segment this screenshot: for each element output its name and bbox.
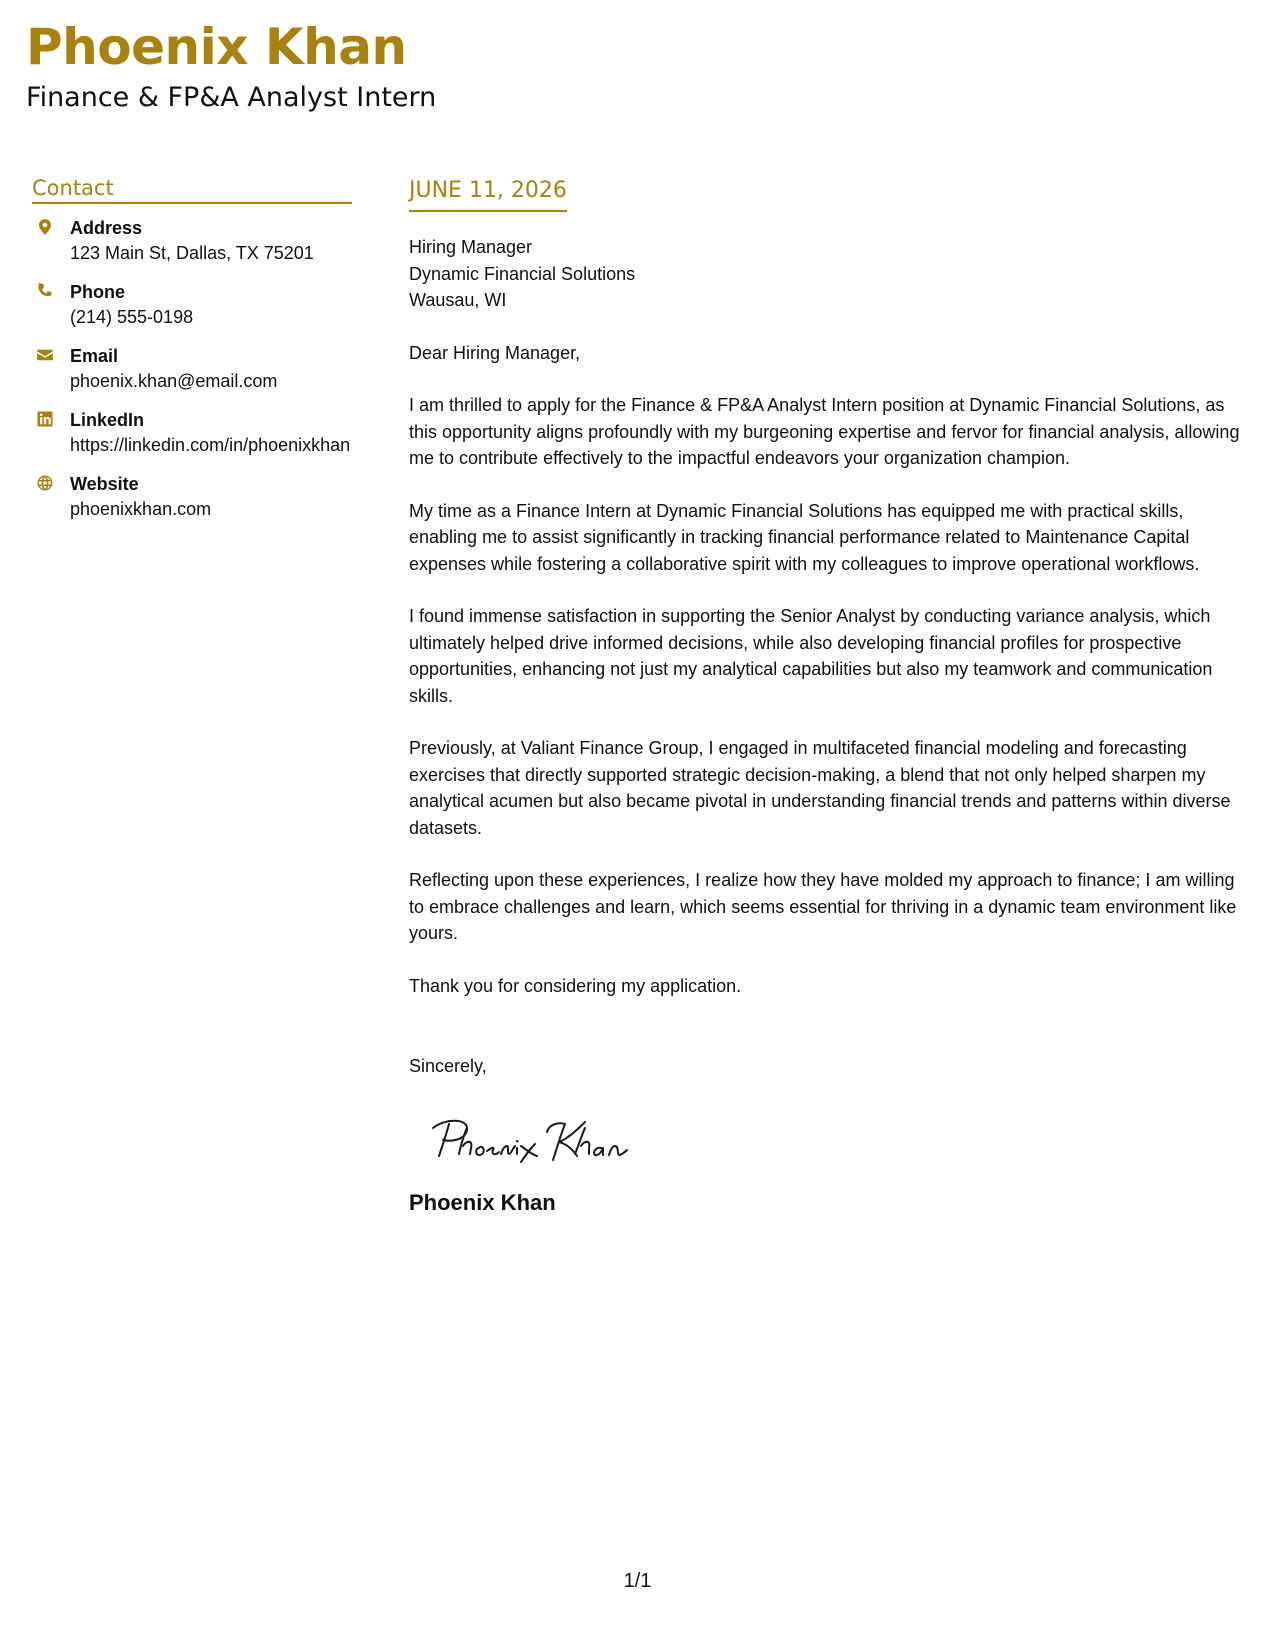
recipient-block	[409, 234, 1249, 314]
contact-value-address: 123 Main St, Dallas, TX 75201	[70, 243, 314, 263]
contact-item-address	[32, 216, 352, 266]
contact-label-address: Address	[70, 218, 143, 238]
job-title: Finance & FP&A Analyst Intern	[26, 82, 437, 113]
recipient-company: Dynamic Financial Solutions	[409, 263, 636, 284]
contact-sidebar	[32, 176, 352, 536]
linkedin-icon	[34, 408, 56, 430]
phone-icon	[34, 280, 56, 302]
recipient-location: Wausau, WI	[409, 290, 507, 311]
body-paragraph: Reflecting upon these experiences, I realize how they have molded my approach to finance; I am willing to embrace challenges and learn, which seems essential for thriving in a dynamic team environment like yours.	[409, 870, 1237, 944]
candidate-name: Phoenix Khan	[26, 18, 407, 76]
closing: Sincerely,	[409, 1056, 487, 1077]
contact-label-phone: Phone	[70, 282, 126, 302]
contact-value-linkedin[interactable]: https://linkedin.com/in/phoenixkhan	[70, 435, 351, 455]
contact-value-phone: (214) 555-0198	[70, 307, 194, 327]
contact-label-email: Email	[70, 346, 119, 366]
contact-item-website	[32, 472, 352, 522]
contact-value-email[interactable]: phoenix.khan@email.com	[70, 371, 278, 391]
recipient-name: Hiring Manager	[409, 237, 533, 258]
map-pin-icon	[34, 216, 56, 238]
contact-label-linkedin: LinkedIn	[70, 410, 145, 430]
body-paragraph: My time as a Finance Intern at Dynamic Financial Solutions has equipped me with practical skills, enabling me to assist significantly in tracking financial performance related to Maintenance Capital expenses while fostering a collaborative spirit with my colleagues to improve operational workflows.	[409, 500, 1200, 574]
body-paragraph: I am thrilled to apply for the Finance & FP&A Analyst Intern position at Dynamic Financial Solutions, as this opportunity aligns profoundly with my burgeoning expertise and fervor for financial analysis, allowing me to contribute effectively to the impactful endeavors your organization champion.	[409, 395, 1240, 469]
globe-icon	[34, 472, 56, 494]
cover-letter	[409, 178, 1249, 1216]
page-number: 1/1	[623, 1570, 652, 1592]
handwritten-signature	[425, 1110, 665, 1170]
contact-label-website: Website	[70, 474, 139, 494]
body-paragraph: Thank you for considering my application.	[409, 975, 742, 996]
contact-value-website[interactable]: phoenixkhan.com	[70, 499, 212, 519]
salutation: Dear Hiring Manager,	[409, 342, 581, 363]
contact-item-phone	[32, 280, 352, 330]
body-paragraph: I found immense satisfaction in supporting the Senior Analyst by conducting variance analysis, which ultimately helped drive informed decisions, while also developing financial profiles for prospective opportunities, enhancing not just my analytical capabilities but also my teamwork and communication skills.	[409, 606, 1213, 706]
signed-name: Phoenix Khan	[409, 1189, 556, 1215]
contact-heading: Contact	[32, 176, 352, 204]
letter-date: JUNE 11, 2026	[409, 178, 567, 212]
envelope-icon	[34, 344, 56, 366]
body-paragraph: Previously, at Valiant Finance Group, I engaged in multifaceted financial modeling and forecasting exercises that directly supported strategic decision-making, a blend that not only helped sharpen my analytical acumen but also became pivotal in understanding financial trends and patterns within diverse datasets.	[409, 738, 1231, 838]
contact-item-email	[32, 344, 352, 394]
contact-item-linkedin	[32, 408, 352, 458]
